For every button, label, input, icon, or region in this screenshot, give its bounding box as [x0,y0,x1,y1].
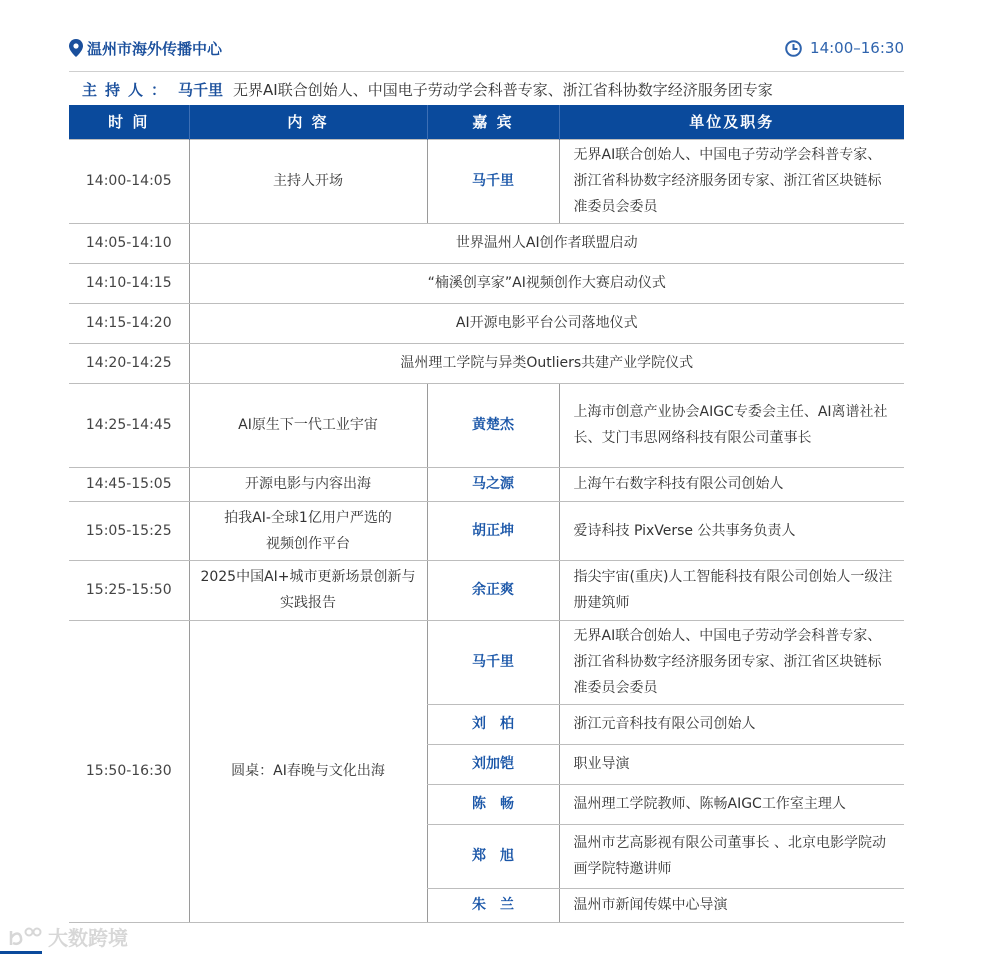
time-cell: 14:00-14:05 [69,139,189,223]
org-cell: 爱诗科技 PixVerse 公共事务负责人 [559,501,904,560]
guest-cell: 黄楚杰 [427,383,559,467]
table-row [69,467,904,501]
guest-cell: 马千里 [427,620,559,704]
content-cell: AI开源电影平台公司落地仪式 [189,303,904,343]
content-cell: 开源电影与内容出海 [189,467,427,501]
guest-cell: 陈 畅 [427,784,559,824]
time-cell: 14:20-14:25 [69,343,189,383]
table-row [69,501,904,560]
time-cell: 15:25-15:50 [69,560,189,620]
content-cell: 温州理工学院与异类Outliers共建产业学院仪式 [189,343,904,383]
host-label: 主持人： [82,80,175,99]
guest-cell: 郑 旭 [427,824,559,888]
org-cell: 上海午右数字科技有限公司创始人 [559,467,904,501]
content-cell: 世界温州人AI创作者联盟启动 [189,223,904,263]
time-cell: 14:15-14:20 [69,303,189,343]
table-header-row [69,105,904,139]
watermark-text: 大数跨境 [48,926,128,950]
host-name: 马千里 [178,80,224,99]
org-cell: 上海市创意产业协会AIGC专委会主任、AI离谱社社长、艾门韦思网络科技有限公司董事长 [559,383,904,467]
divider [69,71,904,72]
time-range-text: 14:00–16:30 [810,39,904,57]
table-row [69,560,904,620]
location-pin-icon [69,39,83,57]
clock-icon [785,40,802,57]
guest-cell: 刘加铠 [427,744,559,784]
time-cell: 14:45-15:05 [69,467,189,501]
org-cell: 无界AI联合创始人、中国电子劳动学会科普专家、浙江省科协数字经济服务团专家、浙江省区块链标准委员会委员 [559,139,904,223]
time-cell: 15:50-16:30 [69,620,189,922]
org-cell: 温州市新闻传媒中心导演 [559,888,904,922]
org-cell: 温州理工学院教师、陈畅AIGC工作室主理人 [559,784,904,824]
table-row [69,383,904,467]
content-cell: AI原生下一代工业宇宙 [189,383,427,467]
org-cell: 指尖宇宙(重庆)人工智能科技有限公司创始人一级注册建筑师 [559,560,904,620]
logo-icon [8,927,42,947]
column-header-guest: 嘉 宾 [427,105,559,139]
column-header-content: 内 容 [189,105,427,139]
guest-cell: 马之源 [427,467,559,501]
schedule-table [69,105,904,923]
content-cell: 主持人开场 [189,139,427,223]
guest-cell: 余正爽 [427,560,559,620]
guest-cell: 刘 柏 [427,704,559,744]
table-row [69,303,904,343]
content-cell: 2025中国AI+城市更新场景创新与实践报告 [189,560,427,620]
guest-cell: 胡正坤 [427,501,559,560]
content-cell: 拍我AI-全球1亿用户严选的视频创作平台 [189,501,427,560]
org-cell: 职业导演 [559,744,904,784]
watermark [8,922,128,951]
org-cell: 温州市艺高影视有限公司董事长 、北京电影学院动画学院特邀讲师 [559,824,904,888]
column-header-time: 时 间 [69,105,189,139]
venue-name: 温州市海外传播中心 [87,39,223,58]
column-header-org: 单位及职务 [559,105,904,139]
time-cell: 14:05-14:10 [69,223,189,263]
table-row [69,343,904,383]
time-cell: 15:05-15:25 [69,501,189,560]
table-row [69,620,904,704]
host-title: 无界AI联合创始人、中国电子劳动学会科普专家、浙江省科协数字经济服务团专家 [233,80,773,99]
table-row [69,223,904,263]
time-range [785,39,904,57]
time-cell: 14:10-14:15 [69,263,189,303]
venue-bar [69,34,904,62]
time-cell: 14:25-14:45 [69,383,189,467]
content-cell: 圆桌：AI春晚与文化出海 [189,620,427,922]
org-cell: 浙江元音科技有限公司创始人 [559,704,904,744]
guest-cell: 朱 兰 [427,888,559,922]
host-line [82,77,773,101]
guest-cell: 马千里 [427,139,559,223]
table-row [69,263,904,303]
content-cell: “楠溪创享家”AI视频创作大赛启动仪式 [189,263,904,303]
venue [69,38,222,59]
org-cell: 无界AI联合创始人、中国电子劳动学会科普专家、浙江省科协数字经济服务团专家、浙江省区块链标准委员会委员 [559,620,904,704]
table-row [69,139,904,223]
